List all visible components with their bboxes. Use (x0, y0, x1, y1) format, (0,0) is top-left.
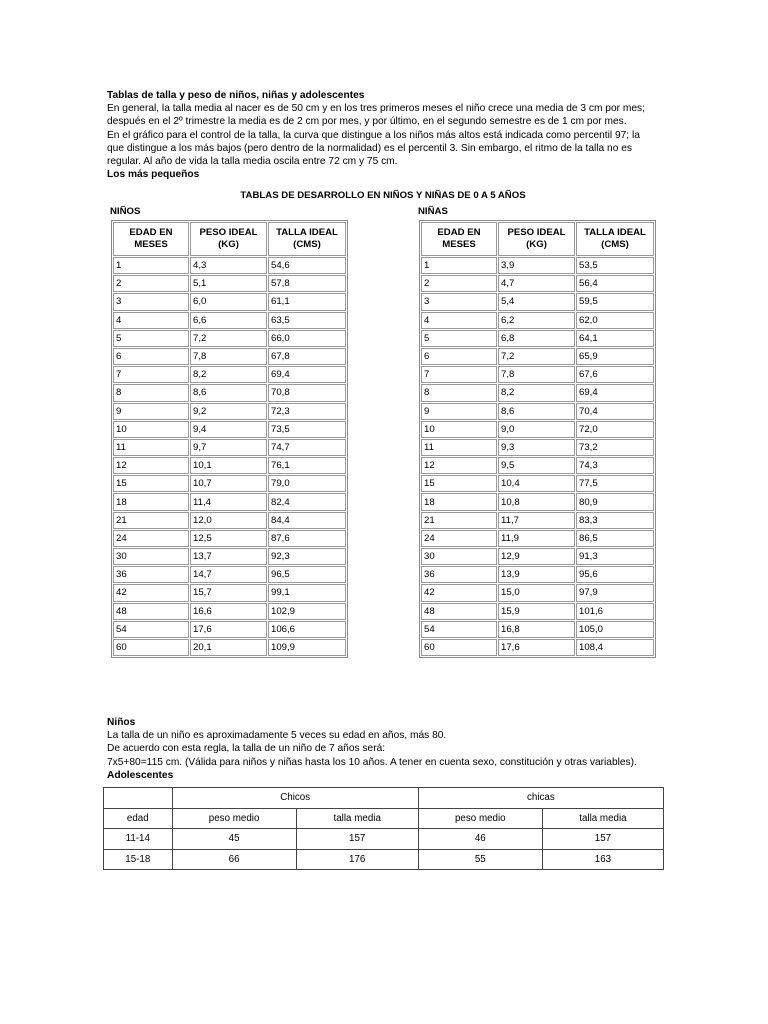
table-cell: 9 (421, 403, 497, 420)
table-cell: 18 (113, 493, 189, 510)
table-row (113, 275, 346, 292)
table-cell: 12 (113, 457, 189, 474)
table-cell: 73,5 (268, 421, 346, 438)
table-cell: 60 (113, 639, 189, 656)
table-cell: 109,9 (268, 639, 346, 656)
table-cell: 69,4 (268, 366, 346, 383)
table-cell: 15,0 (498, 584, 575, 601)
table-cell: 12,5 (190, 530, 267, 547)
table-cell: 12,9 (498, 548, 575, 565)
table-cell: 11,4 (190, 493, 267, 510)
ado-cell: 157 (542, 829, 663, 850)
table-cell: 8,2 (190, 366, 267, 383)
rule-line: 7x5+80=115 cm. (Válida para niños y niñas hasta los 10 años. A tener en cuenta sexo, constitución y otras variables). (107, 756, 637, 768)
table-cell: 66,0 (268, 330, 346, 347)
table-row (421, 330, 654, 347)
table-cell: 54 (113, 621, 189, 638)
table-cell: 70,8 (268, 384, 346, 401)
table-cell: 7,2 (498, 348, 575, 365)
table-cell: 70,4 (576, 403, 654, 420)
table-cell: 5 (421, 330, 497, 347)
table-cell: 101,6 (576, 603, 654, 620)
table-row (113, 384, 346, 401)
adolescentes-table (103, 787, 664, 870)
ado-group-chicos: Chicos (172, 788, 418, 809)
table-cell: 4,3 (190, 257, 267, 274)
table-row (113, 330, 346, 347)
table-cell: 11 (421, 439, 497, 456)
table-row (113, 348, 346, 365)
table-cell: 6 (113, 348, 189, 365)
table-row (104, 849, 664, 870)
table-cell: 36 (421, 566, 497, 583)
table-row (113, 566, 346, 583)
table-row (421, 457, 654, 474)
table-cell: 96,5 (268, 566, 346, 583)
table-row (421, 293, 654, 310)
table-cell: 13,9 (498, 566, 575, 583)
table-row (421, 275, 654, 292)
ado-group-chicas: chicas (418, 788, 663, 809)
column-header: PESO IDEAL (KG) (498, 222, 575, 256)
table-cell: 11 (113, 439, 189, 456)
table-cell: 36 (113, 566, 189, 583)
table-cell: 67,6 (576, 366, 654, 383)
table-row (113, 293, 346, 310)
ado-cell: 46 (418, 829, 542, 850)
table-row (421, 257, 654, 274)
table-row (113, 439, 346, 456)
table-cell: 92,3 (268, 548, 346, 565)
table-row (421, 548, 654, 565)
development-tables-title: TABLAS DE DESARROLLO EN NIÑOS Y NIÑAS DE 0 A 5 AÑOS (240, 190, 526, 201)
table-row (113, 584, 346, 601)
table-cell: 62,0 (576, 312, 654, 329)
table-row (113, 512, 346, 529)
table-row (113, 366, 346, 383)
table-cell: 6,8 (498, 330, 575, 347)
table-cell: 12 (421, 457, 497, 474)
table-cell: 5,1 (190, 275, 267, 292)
table-row (421, 621, 654, 638)
ado-cell: 157 (296, 829, 418, 850)
column-header: PESO IDEAL (KG) (190, 222, 267, 256)
table-cell: 7,2 (190, 330, 267, 347)
rule-line: La talla de un niño es aproximadamente 5 veces su edad en años, más 80. (107, 730, 447, 742)
table-cell: 9,4 (190, 421, 267, 438)
section-heading-ninos: Niños (107, 717, 136, 728)
table-cell: 77,5 (576, 475, 654, 492)
table-cell: 21 (421, 512, 497, 529)
table-cell: 17,6 (498, 639, 575, 656)
table-row (421, 439, 654, 456)
table-row (113, 639, 346, 656)
table-cell: 59,5 (576, 293, 654, 310)
column-header: TALLA IDEAL (CMS) (576, 222, 654, 256)
table-cell: 24 (421, 530, 497, 547)
ado-header-cell: peso medio (172, 808, 296, 829)
table-cell: 42 (421, 584, 497, 601)
table-cell: 6,0 (190, 293, 267, 310)
table-cell: 91,3 (576, 548, 654, 565)
table-cell: 97,9 (576, 584, 654, 601)
table-cell: 105,0 (576, 621, 654, 638)
ninos-rule-section (107, 716, 667, 782)
table-cell: 3 (113, 293, 189, 310)
table-cell: 10,1 (190, 457, 267, 474)
intro-section (107, 89, 667, 181)
ninos-table-label: NIÑOS (110, 206, 141, 217)
table-cell: 7 (113, 366, 189, 383)
table-cell: 3 (421, 293, 497, 310)
table-row (113, 530, 346, 547)
table-cell: 79,0 (268, 475, 346, 492)
table-cell: 54 (421, 621, 497, 638)
table-cell: 10 (113, 421, 189, 438)
table-cell: 9,5 (498, 457, 575, 474)
table-cell: 13,7 (190, 548, 267, 565)
table-row (421, 566, 654, 583)
table-cell: 8 (113, 384, 189, 401)
table-cell: 8,2 (498, 384, 575, 401)
rule-line: De acuerdo con esta regla, la talla de un niño de 7 años será: (107, 743, 386, 755)
table-row (113, 475, 346, 492)
table-cell: 86,5 (576, 530, 654, 547)
table-cell: 10,8 (498, 493, 575, 510)
table-row (113, 457, 346, 474)
table-row (421, 584, 654, 601)
table-cell: 21 (113, 512, 189, 529)
table-cell: 4 (421, 312, 497, 329)
table-cell: 18 (421, 493, 497, 510)
table-cell: 11,7 (498, 512, 575, 529)
table-cell: 61,1 (268, 293, 346, 310)
ado-cell: 45 (172, 829, 296, 850)
table-cell: 15,7 (190, 584, 267, 601)
document-title: Tablas de talla y peso de niños, niñas y adolescentes (107, 90, 365, 101)
table-cell: 48 (421, 603, 497, 620)
table-cell: 9,0 (498, 421, 575, 438)
table-cell: 15 (113, 475, 189, 492)
table-cell: 2 (421, 275, 497, 292)
table-row (421, 493, 654, 510)
table-cell: 63,5 (268, 312, 346, 329)
column-header: EDAD EN MESES (113, 222, 189, 256)
table-cell: 42 (113, 584, 189, 601)
table-row (104, 829, 664, 850)
table-cell: 69,4 (576, 384, 654, 401)
intro-line: En el gráfico para el control de la talla, la curva que distingue a los niños más altos está indicada como percentil 97; la (107, 129, 640, 141)
intro-line: En general, la talla media al nacer es de 50 cm y en los tres primeros meses el niño crece una media de 3 cm por mes; (107, 103, 645, 115)
table-cell: 30 (421, 548, 497, 565)
table-cell: 14,7 (190, 566, 267, 583)
table-row (421, 312, 654, 329)
table-cell: 5 (113, 330, 189, 347)
table-cell: 67,8 (268, 348, 346, 365)
ado-cell: 55 (418, 849, 542, 870)
table-cell: 95,6 (576, 566, 654, 583)
table-row (421, 348, 654, 365)
table-row (113, 493, 346, 510)
table-cell: 11,9 (498, 530, 575, 547)
table-cell: 102,9 (268, 603, 346, 620)
ado-cell: 176 (296, 849, 418, 870)
table-row (421, 366, 654, 383)
ado-header-cell: peso medio (418, 808, 542, 829)
table-cell: 12,0 (190, 512, 267, 529)
intro-line: regular. Al año de vida la talla media oscila entre 72 cm y 75 cm. (107, 156, 398, 168)
table-cell: 24 (113, 530, 189, 547)
table-cell: 4 (113, 312, 189, 329)
table-cell: 8,6 (498, 403, 575, 420)
intro-line: que distingue a los más bajos (pero dentro de la normalidad) es el percentil 3. Sin embargo, el ritmo de la talla no es (107, 142, 632, 154)
ado-group-row (104, 788, 664, 809)
table-cell: 72,0 (576, 421, 654, 438)
table-cell: 53,5 (576, 257, 654, 274)
table-cell: 65,9 (576, 348, 654, 365)
table-cell: 6,2 (498, 312, 575, 329)
table-cell: 73,2 (576, 439, 654, 456)
ninos-growth-table (111, 220, 348, 658)
ado-header-cell: talla media (296, 808, 418, 829)
ado-cell: 66 (172, 849, 296, 870)
table-cell: 15,9 (498, 603, 575, 620)
table-cell: 2 (113, 275, 189, 292)
section-heading-adolescentes: Adolescentes (107, 769, 174, 781)
table-cell: 72,3 (268, 403, 346, 420)
table-row (421, 421, 654, 438)
table-cell: 108,4 (576, 639, 654, 656)
ado-header-cell: edad (104, 808, 173, 829)
table-row (421, 384, 654, 401)
table-row (113, 548, 346, 565)
table-cell: 16,6 (190, 603, 267, 620)
table-cell: 60 (421, 639, 497, 656)
table-cell: 10,4 (498, 475, 575, 492)
table-cell: 10,7 (190, 475, 267, 492)
section-heading-pequenos: Los más pequeños (107, 169, 200, 181)
table-cell: 17,6 (190, 621, 267, 638)
table-cell: 80,9 (576, 493, 654, 510)
ado-empty-cell (104, 788, 173, 809)
table-cell: 8,6 (190, 384, 267, 401)
table-row (113, 403, 346, 420)
table-cell: 20,1 (190, 639, 267, 656)
table-cell: 54,6 (268, 257, 346, 274)
ado-cell: 11-14 (104, 829, 173, 850)
table-cell: 64,1 (576, 330, 654, 347)
table-row (421, 530, 654, 547)
table-cell: 7 (421, 366, 497, 383)
table-cell: 1 (113, 257, 189, 274)
table-row (113, 603, 346, 620)
table-cell: 106,6 (268, 621, 346, 638)
table-cell: 56,4 (576, 275, 654, 292)
table-row (421, 603, 654, 620)
ninas-growth-table (419, 220, 656, 658)
ado-cell: 15-18 (104, 849, 173, 870)
table-cell: 6 (421, 348, 497, 365)
table-cell: 30 (113, 548, 189, 565)
table-cell: 57,8 (268, 275, 346, 292)
table-row (421, 475, 654, 492)
table-cell: 7,8 (190, 348, 267, 365)
table-cell: 87,6 (268, 530, 346, 547)
ado-header-cell: talla media (542, 808, 663, 829)
table-cell: 15 (421, 475, 497, 492)
table-cell: 48 (113, 603, 189, 620)
ado-header-row (104, 808, 664, 829)
table-row (113, 257, 346, 274)
table-header-row (421, 222, 654, 256)
ninas-table-label: NIÑAS (418, 206, 448, 217)
table-cell: 99,1 (268, 584, 346, 601)
table-row (421, 403, 654, 420)
table-row (421, 512, 654, 529)
table-cell: 9 (113, 403, 189, 420)
table-row (113, 312, 346, 329)
table-row (113, 621, 346, 638)
table-header-row (113, 222, 346, 256)
table-cell: 83,3 (576, 512, 654, 529)
table-cell: 7,8 (498, 366, 575, 383)
table-cell: 82,4 (268, 493, 346, 510)
table-cell: 1 (421, 257, 497, 274)
intro-line: después en el 2º trimestre la media es de 2 cm por mes, y por último, en el segundo semestre es de 1 cm por mes. (107, 116, 627, 128)
table-cell: 9,2 (190, 403, 267, 420)
table-cell: 3,9 (498, 257, 575, 274)
table-row (421, 639, 654, 656)
table-cell: 5,4 (498, 293, 575, 310)
table-cell: 9,7 (190, 439, 267, 456)
column-header: TALLA IDEAL (CMS) (268, 222, 346, 256)
table-cell: 74,7 (268, 439, 346, 456)
table-cell: 16,8 (498, 621, 575, 638)
table-row (113, 421, 346, 438)
table-cell: 4,7 (498, 275, 575, 292)
column-header: EDAD EN MESES (421, 222, 497, 256)
table-cell: 9,3 (498, 439, 575, 456)
table-cell: 84,4 (268, 512, 346, 529)
table-cell: 8 (421, 384, 497, 401)
ado-cell: 163 (542, 849, 663, 870)
table-cell: 74,3 (576, 457, 654, 474)
table-cell: 6,6 (190, 312, 267, 329)
table-cell: 76,1 (268, 457, 346, 474)
table-cell: 10 (421, 421, 497, 438)
